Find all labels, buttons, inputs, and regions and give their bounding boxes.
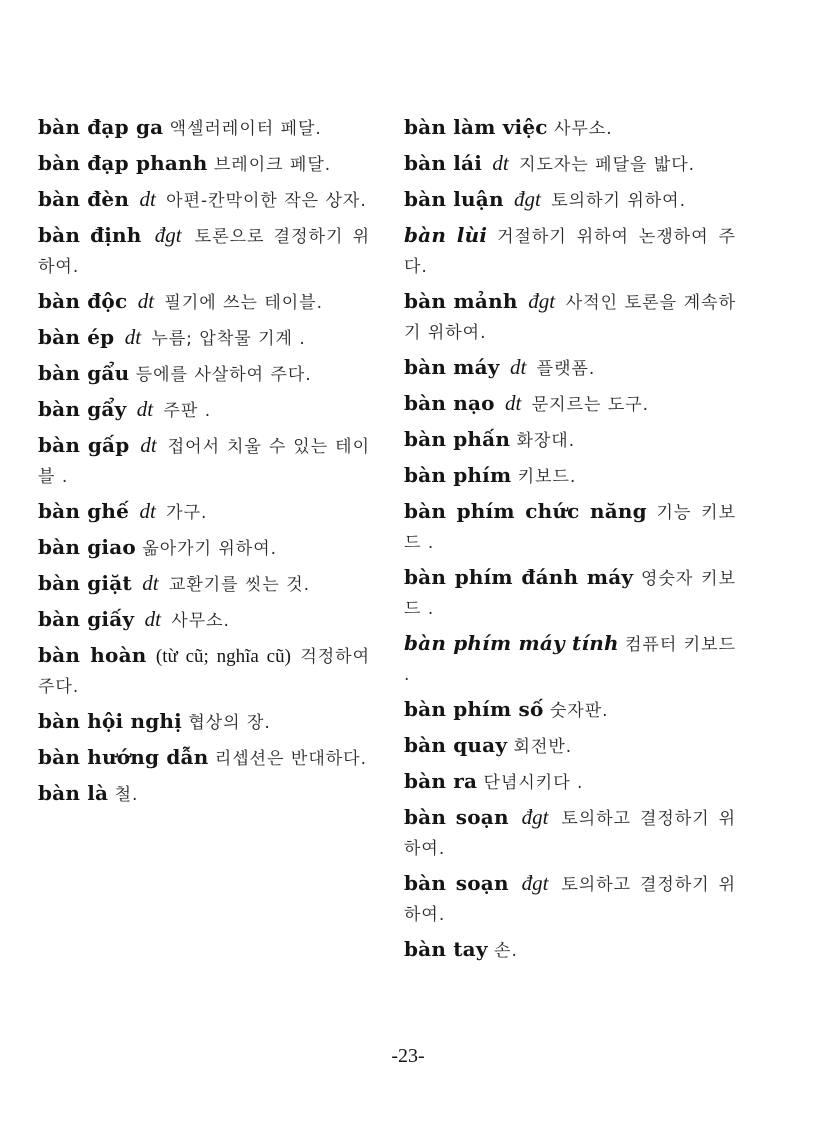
definition: 사적인 토론을 계속하기 위하여.: [404, 293, 736, 343]
part-of-speech: dt: [142, 571, 159, 595]
headword: bàn lái: [404, 151, 483, 175]
dictionary-entry: [404, 497, 736, 557]
dictionary-entry: [404, 425, 736, 455]
headword: bàn giao: [38, 535, 136, 559]
headword: bàn ghế: [38, 499, 130, 523]
definition: 리셉션은 반대하다.: [214, 749, 367, 769]
dictionary-entry: [38, 185, 370, 215]
definition: 키보드.: [517, 467, 577, 487]
headword: bàn soạn: [404, 871, 509, 895]
headword: bàn phím máy tính: [404, 631, 619, 655]
headword: bàn phấn: [404, 427, 511, 451]
dictionary-entry: [38, 395, 370, 425]
definition: 토론으로 결정하기 위하여.: [38, 227, 371, 277]
part-of-speech: đgt: [521, 805, 549, 829]
dictionary-entry: [404, 185, 736, 215]
definition: 화장대.: [516, 431, 576, 451]
definition: 컴퓨터 키보드 .: [404, 635, 737, 685]
definition: 토의하고 결정하기 위하여.: [404, 809, 737, 859]
definition: 영숫자 키보드 .: [404, 569, 737, 619]
headword: bàn hoàn: [38, 643, 147, 667]
dictionary-entry: [404, 563, 736, 623]
part-of-speech: dt: [140, 433, 157, 457]
headword: bàn soạn: [404, 805, 509, 829]
headword: bàn định: [38, 223, 142, 247]
definition: 플랫폼.: [536, 359, 596, 379]
dictionary-entry: [38, 605, 370, 635]
headword: bàn hướng dẫn: [38, 745, 209, 769]
headword: bàn độc: [38, 289, 128, 313]
headword: bàn gẩy: [38, 397, 127, 421]
headword: bàn đạp phanh: [38, 151, 208, 175]
dictionary-entry: [404, 353, 736, 383]
headword: bàn mảnh: [404, 289, 518, 313]
part-of-speech: dt: [136, 397, 154, 421]
dictionary-entry: [404, 731, 736, 761]
definition: 사무소.: [171, 611, 230, 631]
dictionary-entry: [38, 641, 370, 701]
definition: 숫자판.: [549, 701, 609, 721]
dictionary-entry: [404, 461, 736, 491]
definition: 지도자는 페달을 밟다.: [519, 155, 696, 175]
headword: bàn tay: [404, 937, 488, 961]
definition: 주판 .: [163, 401, 212, 421]
part-of-speech: đgt: [154, 223, 182, 247]
part-of-speech: đgt: [521, 871, 549, 895]
dictionary-entry: [38, 221, 370, 281]
definition: 사무소.: [554, 119, 613, 139]
right-column: [404, 113, 736, 971]
headword: bàn quay: [404, 733, 508, 757]
dictionary-entry: [404, 287, 736, 347]
headword: bàn gẩu: [38, 361, 130, 385]
dictionary-entry: [38, 359, 370, 389]
headword: bàn phím chức năng: [404, 499, 647, 523]
dictionary-entry: [404, 221, 736, 281]
dictionary-entry: [38, 113, 370, 143]
dictionary-entry: [404, 629, 736, 689]
headword: bàn phím: [404, 463, 512, 487]
headword: bàn máy: [404, 355, 500, 379]
definition: 아편-칸막이한 작은 상자.: [166, 191, 367, 211]
usage-note: (từ cũ; nghĩa cũ): [155, 646, 291, 667]
headword: bàn giặt: [38, 571, 132, 595]
left-column: [38, 113, 370, 815]
part-of-speech: dt: [505, 391, 522, 415]
definition: 문지르는 도구.: [531, 395, 650, 415]
definition: 단념시키다 .: [483, 773, 584, 793]
definition: 회전반.: [513, 737, 573, 757]
part-of-speech: dt: [509, 355, 527, 379]
dictionary-entry: [38, 707, 370, 737]
definition: 등에를 사살하여 주다.: [135, 365, 312, 385]
dictionary-entry: [38, 287, 370, 317]
dictionary-entry: [38, 569, 370, 599]
headword: bàn ra: [404, 769, 478, 793]
part-of-speech: dt: [492, 151, 509, 175]
definition: 가구.: [166, 503, 208, 523]
part-of-speech: dt: [124, 325, 142, 349]
dictionary-entry: [38, 323, 370, 353]
headword: bàn ép: [38, 325, 115, 349]
dictionary-entry: [404, 803, 736, 863]
headword: bàn làm việc: [404, 115, 548, 139]
dictionary-entry: [404, 869, 736, 929]
definition: 토의하기 위하여.: [551, 191, 687, 211]
part-of-speech: dt: [139, 499, 156, 523]
part-of-speech: đgt: [528, 289, 556, 313]
dictionary-entry: [404, 113, 736, 143]
dictionary-entry: [404, 767, 736, 797]
headword: bàn là: [38, 781, 109, 805]
dictionary-entry: [404, 149, 736, 179]
definition: 토의하고 결정하기 위하여.: [404, 875, 737, 925]
dictionary-entry: [404, 695, 736, 725]
part-of-speech: dt: [139, 187, 156, 211]
part-of-speech: dt: [137, 289, 155, 313]
dictionary-entry: [38, 497, 370, 527]
part-of-speech: đgt: [514, 187, 541, 211]
definition: 누름; 압착물 기계 .: [151, 329, 306, 349]
definition: 액셀러레이터 페달.: [169, 119, 322, 139]
headword: bàn giấy: [38, 607, 135, 631]
headword: bàn luận: [404, 187, 504, 211]
definition: 철.: [114, 785, 139, 805]
headword: bàn đèn: [38, 187, 130, 211]
headword: bàn phím số: [404, 697, 544, 721]
dictionary-entry: [38, 779, 370, 809]
definition: 걱정하여 주다.: [38, 647, 371, 697]
headword: bàn gấp: [38, 433, 130, 457]
headword: bàn đạp ga: [38, 115, 164, 139]
dictionary-entry: [404, 935, 736, 965]
definition: 접어서 치울 수 있는 테이블 .: [38, 437, 371, 487]
definition: 협상의 장.: [188, 713, 271, 733]
dictionary-entry: [404, 389, 736, 419]
dictionary-entry: [38, 431, 370, 491]
dictionary-entry: [38, 533, 370, 563]
headword: bàn lùi: [404, 223, 488, 247]
definition: 브레이크 페달.: [213, 155, 332, 175]
page-number: -23-: [391, 1045, 425, 1067]
part-of-speech: dt: [144, 607, 161, 631]
definition: 손.: [494, 941, 518, 961]
definition: 옮아가기 위하여.: [142, 539, 278, 559]
definition: 교환기를 씻는 것.: [168, 575, 311, 595]
headword: bàn nạo: [404, 391, 495, 415]
dictionary-entry: [38, 743, 370, 773]
definition: 필기에 쓰는 테이블.: [164, 293, 324, 313]
headword: bàn phím đánh máy: [404, 565, 634, 589]
headword: bàn hội nghị: [38, 709, 182, 733]
definition: 기능 키보드 .: [404, 503, 737, 553]
definition: 거절하기 위하여 논쟁하여 주다.: [404, 227, 736, 277]
dictionary-entry: [38, 149, 370, 179]
